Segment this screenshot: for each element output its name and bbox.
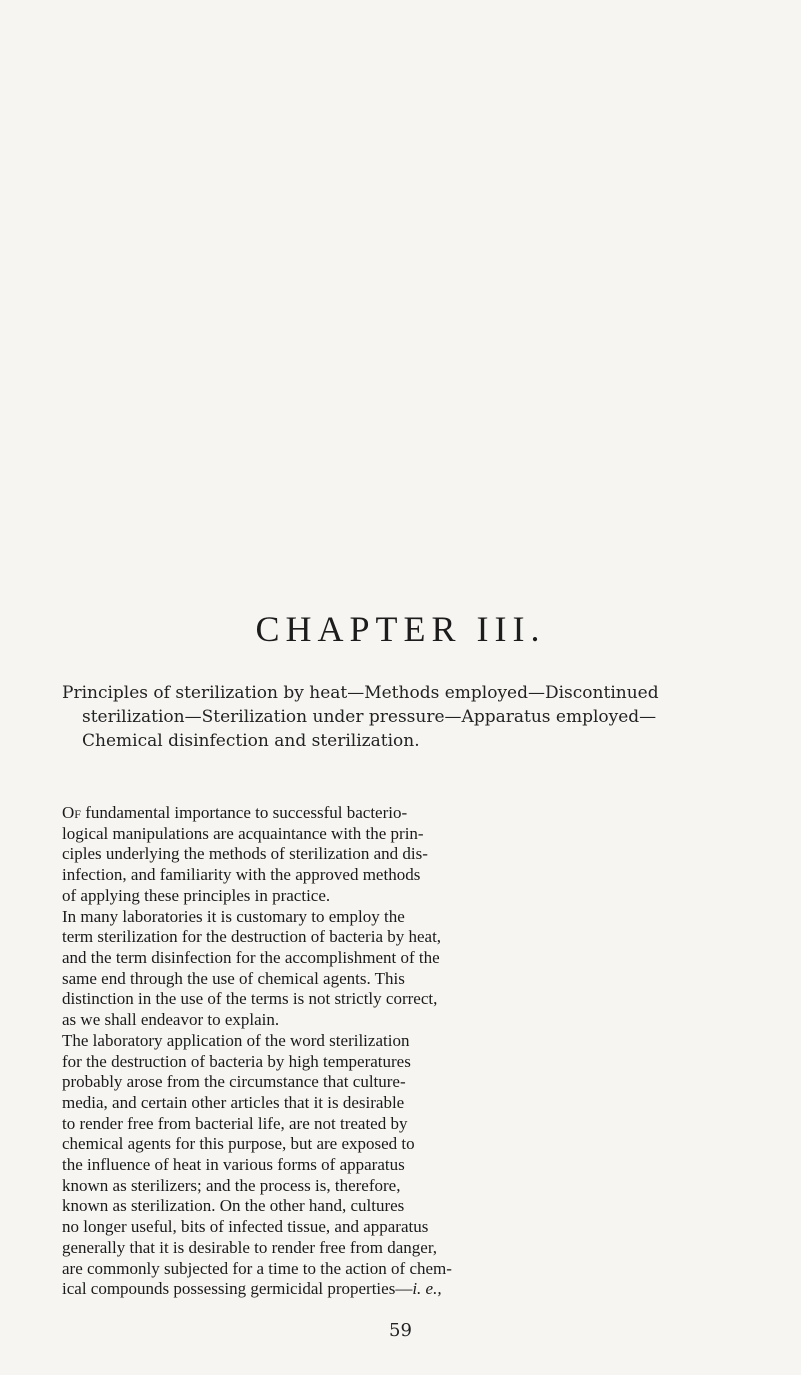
body-line xyxy=(62,865,420,886)
body-line-text: for the destruction of bacteria by high temperatures xyxy=(62,1051,411,1071)
body-line xyxy=(62,1134,415,1155)
body-line-text: generally that it is desirable to render free from danger, xyxy=(62,1237,438,1257)
italic-abbreviation: i. e., xyxy=(412,1279,442,1299)
page-number: 59 xyxy=(389,1320,412,1341)
body-line-text: infection, and familiarity with the approved methods xyxy=(62,865,421,885)
body-line-text: fundamental importance to successful bacterio- xyxy=(80,803,408,822)
body-line-text: are commonly subjected for a time to the action of chem- xyxy=(62,1258,452,1278)
body-line-text: chemical agents for this purpose, but are exposed to xyxy=(62,1134,415,1154)
body-line-text: distinction in the use of the terms is not strictly correct, xyxy=(62,989,438,1009)
body-line xyxy=(62,824,424,845)
body-line-first xyxy=(62,803,407,824)
body-line xyxy=(62,1114,407,1135)
body-line xyxy=(62,1010,279,1031)
initial-word: Of xyxy=(62,803,81,822)
body-line xyxy=(62,1093,404,1114)
body-line-text: to render free from bacterial life, are not treated by xyxy=(62,1113,408,1133)
body-line xyxy=(62,927,441,948)
body-line xyxy=(62,1072,406,1093)
body-line xyxy=(62,1052,411,1073)
body-line-text: ciples underlying the methods of sterilization and dis- xyxy=(62,844,428,864)
body-line-text: known as sterilization. On the other hand, cultures xyxy=(62,1196,405,1216)
body-line-text: same end through the use of chemical agents. This xyxy=(62,968,405,988)
body-line xyxy=(62,844,428,865)
body-line xyxy=(62,1238,437,1259)
body-line-text: ical compounds possessing germicidal properties— xyxy=(62,1279,413,1299)
chapter-title: CHAPTER III. xyxy=(255,609,546,649)
body-line-text: and the term disinfection for the accomplishment of the xyxy=(62,947,440,967)
body-line-text: of applying these principles in practice. xyxy=(62,885,331,905)
body-line-text: probably arose from the circumstance that culture- xyxy=(62,1072,406,1092)
body-line-text: logical manipulations are acquaintance with the prin- xyxy=(62,823,424,843)
body-line-text: known as sterilizers; and the process is, therefore, xyxy=(62,1175,401,1195)
body-line xyxy=(62,1196,404,1217)
body-line xyxy=(62,886,330,907)
body-line-text: no longer useful, bits of infected tissue, and apparatus xyxy=(62,1217,429,1237)
body-line xyxy=(62,1155,405,1176)
body-line xyxy=(62,1031,409,1052)
synopsis-line: Principles of sterilization by heat—Methods employed—Discontinued xyxy=(62,683,659,703)
body-line-text: The laboratory application of the word sterilization xyxy=(62,1030,410,1050)
body-line xyxy=(62,989,437,1010)
body-line-text: In many laboratories it is customary to employ the xyxy=(62,906,405,926)
synopsis-line: sterilization—Sterilization under pressure—Apparatus employed— xyxy=(82,707,657,727)
synopsis-line: Chemical disinfection and sterilization. xyxy=(82,731,420,751)
body-line xyxy=(62,1217,428,1238)
body-line-text: term sterilization for the destruction of bacteria by heat, xyxy=(62,927,442,947)
body-line-text: media, and certain other articles that it is desirable xyxy=(62,1092,405,1112)
body-line-text: as we shall endeavor to explain. xyxy=(62,1010,280,1030)
body-line xyxy=(62,1279,442,1300)
body-line xyxy=(62,1259,452,1280)
body-line xyxy=(62,1176,400,1197)
body-line xyxy=(62,907,405,928)
body-line xyxy=(62,969,405,990)
body-line-text: the influence of heat in various forms of apparatus xyxy=(62,1155,405,1175)
body-line xyxy=(62,948,440,969)
